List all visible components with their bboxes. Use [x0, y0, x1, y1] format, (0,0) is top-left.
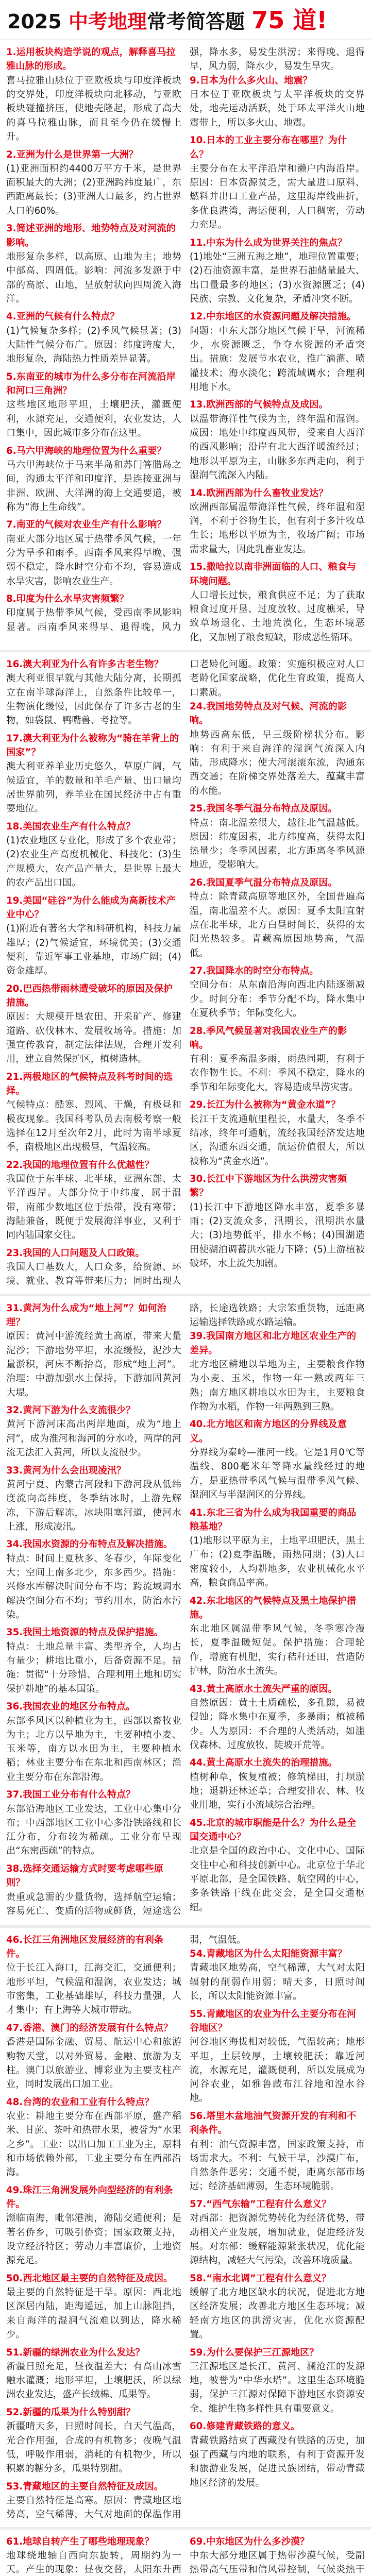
qa-panel — [0, 650, 371, 1294]
qa-panel — [0, 40, 371, 650]
answer-text: 黄河宁夏、内蒙古河段和下游河段从低纬度流向高纬度，冬季结冰时，上游先解冻，下游后解冻，冰块阻塞河道，使河水上涨，形成凌汛。 — [6, 1479, 181, 1532]
answer-text: 缓解了北方地区缺水的状况，促进北方地区经济发展；改善北方地区生态环境；减轻南方地区的洪涝灾害，优化水资源配置。 — [190, 2287, 365, 2340]
answer-text: 南亚大部分地区属于热带季风气候，一年分为旱季和雨季。西南季风来得早晚、强弱不稳定，降水时空分布不均，容易造成水旱灾害，影响农业生产。 — [6, 533, 181, 587]
question-text: 6.马六甲海峡的地理位置为什么重要？ — [6, 445, 166, 456]
question-text: 50.西北地区最主要的自然特征及成因。 — [6, 2273, 173, 2284]
question-text: 16.澳大利亚为什么有许多古老生物？ — [6, 659, 164, 670]
question-text: 12.中东地区的水资源问题及解决措施。 — [190, 311, 357, 323]
qa-panel — [0, 1294, 371, 1925]
qa-item — [190, 1947, 365, 2003]
answer-text: 东部季风区以种植业为主，西部以畜牧业为主；北方以旱地为主，主要种植小麦、玉米等，南方以水田为主，主要种植水稻；林业主要分布在东北和西南林区；渔业主要分布在东部沿海。 — [6, 1715, 181, 1783]
answer-text: 原因：大规模开垦农田、开采矿产、修建道路、砍伐林木、发展牧场等。措施：加强宣传教育，制定法律法规，合理开发利用，建立自然保护区，植树造林。 — [6, 1011, 181, 1065]
answer-text: 特点：南北温差很大，越往北气温越低。原因：纬度因素，北方纬度高，获得太阳热量少；冬季风因素，北方距离冬季风源地近，受影响大。 — [190, 817, 365, 871]
question-text: 59.为什么要保护三江源地区？ — [190, 2347, 319, 2358]
question-text: 22.我国的地理位置有什么优越性？ — [6, 1159, 154, 1171]
title-subject: 中考地理 — [69, 10, 147, 33]
qa-item — [6, 45, 181, 144]
qa-panel — [0, 2527, 371, 2576]
answer-text: 农业：耕地主要分布在西部平原，盛产稻米、甘蔗、茶叶和热带水果，被誉为“水果之乡”。工业：以出口加工工业为主，原料和市场依赖外部，工业主要分布在西部沿海。 — [6, 2110, 181, 2178]
answer-text: 我国人口基数大，人口众多，给资源、环境、就业、教育等带来压力；同时出现人口老龄化问题。政策：实施积极应对人口老龄化国家战略，优化生育政策，提高人口素质。 — [6, 659, 365, 1287]
question-text: 45.北京的城市职能是什么？为什么是全国交通中心？ — [190, 1817, 357, 1843]
answer-text: 贵重或急需的少量货物，选择航空运输；容易死亡、变质的活物或鲜货，短途选公路，长途选铁路；大宗笨重货物，远距离运输选择铁路或水路运输。 — [6, 1302, 365, 1917]
qa-item — [190, 398, 365, 482]
qa-item — [6, 1933, 181, 2018]
qa-item — [6, 1537, 181, 1622]
answer-text: 空间分布：从东南沿海向西北内陆逐渐减少。时间分布：季节分配不均，降水集中在夏秋季节；年际变化大。 — [190, 979, 365, 1019]
qa-item — [6, 1700, 181, 1784]
question-text: 40.北方地区和南方地区的分界线及意义。 — [190, 1419, 347, 1444]
answer-text: 分界线为秦岭—淮河一线。它是1月0℃等温线、800毫米年等降水量线经过的地方，是亚热带季风气候与温带季风气候、湿润区与半湿润区的分界线。 — [190, 1447, 365, 1500]
qa-item — [190, 1816, 365, 1914]
question-text: 55.青藏地区的农业为什么主要分布在河谷地区？ — [190, 2008, 357, 2033]
question-text: 28.季风气候显著对我国农业生产的影响。 — [190, 1025, 347, 1050]
question-text: 42.东北地区的气候特点及黑土地保护措施。 — [190, 1595, 357, 1620]
answer-text: 黄河下游河床高出两岸地面，成为“地上河”，成为淮河和海河的分水岭，两岸的河流无法汇入黄河，所以支流很少。 — [6, 1419, 181, 1459]
question-text: 4.亚洲的气候有什么特点？ — [6, 311, 120, 323]
title-count: 75 道! — [251, 6, 328, 34]
answer-text: (1)长江中下游地区降水丰富，夏季多暴雨；(2)支流众多，汛期长，汛期洪水量大；(3)地势低平，排水不畅；(4)围湖造田使湖泊调蓄洪水能力下降；(5)上游植被破坏，水土流失加剧。 — [190, 1201, 365, 1269]
qa-item — [6, 1403, 181, 1460]
question-text: 36.我国农业的地区分布特点。 — [6, 1701, 136, 1713]
answer-text: (1)地处“三洲五海之地”，地理位置重要；(2)石油资源丰富，是世界石油储量最大、出口量最多的地区；(3)水资源匮乏；(4)民族、宗教、文化复杂，矛盾冲突不断。 — [190, 251, 365, 304]
answer-text: 马六甲海峡位于马来半岛和苏门答腊岛之间，沟通太平洋和印度洋，是连接亚洲与非洲、欧洲、大洋洲的海上交通要道，被称为“海上生命线”。 — [6, 459, 181, 513]
title-topic: 常考简答题 — [147, 10, 245, 33]
question-text: 30.长江中下游地区为什么洪涝灾害频繁？ — [190, 1174, 347, 1199]
qa-item — [6, 1464, 181, 1534]
qa-item — [6, 1158, 181, 1243]
qa-item — [6, 2535, 181, 2576]
title-year: 2025 — [7, 10, 62, 33]
answer-text: (1)地形以平原为主，土地平坦肥沃，黑土广布；(2)夏季温暖，雨热同期；(3)人口密度较小，人均耕地多，农业机械化水平高，粮食商品率高。 — [190, 1535, 365, 1588]
qa-item — [190, 2535, 365, 2576]
answer-text: 植树种草，恢复植被；修筑梯田，打坝淤地；退耕还林还草；合理安排农、林、牧业用地，实行小流域综合治理。 — [190, 1771, 365, 1811]
question-text: 61.地球自转产生了哪些地理现象？ — [6, 2536, 154, 2547]
qa-item — [6, 657, 181, 727]
qa-item — [6, 1301, 181, 1400]
qa-item — [6, 148, 181, 218]
answer-text: 地形复杂多样，以高原、山地为主；地势中部高、四周低。影响：河流多发源于中部的高原、山地，呈放射状向四周流入海洋。 — [6, 251, 181, 304]
answer-text: 自然原因：黄土土质疏松，多孔隙，易被侵蚀；降水集中在夏季，多暴雨；植被稀少。人为原因：不合理的人类活动，如滥伐森林、过度放牧、陡坡开荒等。 — [190, 1697, 365, 1751]
answer-text: 青藏地区地势高，空气稀薄，大气对太阳辐射的削弱作用弱；晴天多，日照时间长，所以太阳能资源丰富。 — [190, 1962, 365, 2002]
qa-item — [190, 2007, 365, 2106]
qa-item — [6, 1625, 181, 1696]
question-text: 48.台湾的农业和工业有什么特点？ — [6, 2096, 154, 2108]
answer-text: 特点：时间上夏秋多、冬春少，年际变化大；空间上南多北少，东多西少。措施：兴修水库解决时间分布不均；跨流域调水解决空间分布不均；节约用水，防治水污染。 — [6, 1553, 181, 1620]
qa-item — [190, 133, 365, 232]
qa-item — [190, 2197, 365, 2267]
qa-item — [6, 310, 181, 366]
question-text: 8.印度为什么水旱灾害频繁？ — [6, 594, 129, 605]
answer-text: 北方地区耕地以旱地为主，主要粮食作物为小麦、玉米，作物一年一熟或两年三熟；南方地区耕地以水田为主，主要粮食作物为水稻，作物一年两熟到三熟。 — [190, 1359, 365, 1412]
question-text: 26.我国夏季气温分布特点及原因。 — [190, 877, 338, 889]
qa-item — [190, 2346, 365, 2416]
answer-text: 人口增长过快，粮食供应不足；为了获取粮食过度开垦、过度放牧、过度樵采，导致草场退化、土地荒漠化，生态环境恶化，又加剧了粮食短缺，形成恶性循环。 — [190, 589, 365, 643]
qa-item — [190, 1682, 365, 1752]
question-text: 44.黄土高原水土流失的治理措施。 — [190, 1757, 338, 1769]
qa-item — [190, 2109, 365, 2194]
question-text: 33.黄河为什么会出现凌汛？ — [6, 1465, 126, 1476]
question-text: 18.美国农业生产有什么特点？ — [6, 821, 136, 832]
question-text: 9.日本为什么多火山、地震？ — [190, 75, 312, 86]
question-text: 34.我国水资源的分布特点及解决措施。 — [6, 1539, 173, 1550]
answer-text: 新疆日照充足，昼夜温差大；有高山冰雪融水灌溉；地形平坦，土壤肥沃，所以绿洲农业发达，盛产长绒棉、瓜果等。 — [6, 2361, 181, 2400]
question-text: 3.简述亚洲的地形、地势特点及对河流的影响。 — [6, 223, 176, 248]
answer-text: 我国位于东半球、北半球，亚洲东部、太平洋西岸。大部分位于中纬度，属于温带，南部少数地区位于热带，没有寒带；海陆兼备，既便于发展海洋事业，又利于同内陆国家交往。 — [6, 1174, 181, 1241]
question-text: 29.长江为什么被称为“黄金水道”？ — [190, 1099, 341, 1111]
answer-text: 位于长江入海口，江海交汇，交通便利；地形平坦，气候温和湿润，农业发达；城市密集，工业基础雄厚，科技力量强，人才集中；有上海等大城市带动。 — [6, 1962, 181, 2016]
answer-text: 日本位于亚欧板块与太平洋板块的交界处，地壳运动活跃，处于环太平洋火山地震带上，所以多火山、地震。 — [190, 89, 365, 128]
answer-text: 地球绕地轴自西向东旋转，周期约为一天。产生的现象：昼夜交替，太阳东升西 — [6, 2550, 181, 2575]
question-text: 32.黄河下游为什么支流很少？ — [6, 1405, 136, 1416]
answer-text: 青藏铁路结束了西藏没有铁路的历史，加强了西藏与内地的联系，有利于资源开发和旅游业发展，促进民族团结，带动青藏地区经济的发展。 — [190, 2435, 365, 2488]
qa-item — [6, 2272, 181, 2342]
answer-text: 欧洲西部属温带海洋性气候，终年温和湿润，不利于谷物生长，但有利于多汁牧草生长；地形以平原为主，牧场广阔；市场需求量大，因此乳畜业发达。 — [190, 501, 365, 555]
qa-item — [6, 444, 181, 514]
answer-text: 这些地区地形平坦，土壤肥沃，灌溉便利，水源充足，交通便利，农业发达，人口集中，因此城市多分布在这里。 — [6, 399, 181, 439]
question-text: 14.欧洲西部为什么畜牧业发达？ — [190, 487, 328, 499]
qa-item — [190, 2272, 365, 2342]
answer-text: 中东大部分地区属于热带沙漠气候，受副热带高气压带和信风带控制，气候炎热干 — [190, 2550, 365, 2575]
answer-text: 气候特点：酷寒、烈风、干燥，有极昼和极夜现象。我国科考队员去南极考察一般选择在12月至次年2月，此时为南半球夏季，南极地区出现极昼，气温较高。 — [6, 1099, 181, 1153]
qa-item — [190, 802, 365, 872]
qa-item — [190, 1506, 365, 1590]
answer-text: 有利：油气资源丰富，国家政策支持，市场需求大。不利：气候干旱，沙漠广布，自然条件恶劣；交通不便，距离东部市场远；经济基础薄弱，生态环境脆弱。 — [190, 2139, 365, 2192]
qa-item — [190, 310, 365, 394]
question-text: 58.“南水北调”工程有什么意义？ — [190, 2273, 331, 2284]
qa-item — [6, 2021, 181, 2091]
qa-item — [6, 2405, 181, 2476]
answer-text: (1)农业地区专业化，形成了多个农业带；(2)农业生产高度机械化、科技化；(3)生产规模大，农产品产量大，是世界上最大的农产品出口国。 — [6, 835, 181, 889]
question-text: 52.新疆的瓜果为什么特别甜？ — [6, 2407, 136, 2418]
question-text: 37.我国工业分布有什么特点？ — [6, 1789, 136, 1801]
answer-text: 濒临南海，毗邻港澳，海陆交通便利；是著名侨乡，可吸引侨资；国家政策支持，设立经济特区；劳动力丰富廉价，土地资源充足。 — [6, 2213, 181, 2266]
question-text: 2.亚洲为什么是世界第一大洲？ — [6, 149, 139, 160]
answer-text: 澳大利亚很早就与其他大陆分离，长期孤立在南半球海洋上，自然条件比较单一，生物演化缓慢，因此保存了许多古老的生物，如袋鼠、鸭嘴兽、考拉等。 — [6, 673, 181, 726]
answer-text: 澳大利亚养羊业历史悠久，草原广阔，气候适宜，羊的数量和羊毛产量、出口量均居世界前列，养羊业在国民经济中占有重要地位。 — [6, 761, 181, 815]
qa-item — [190, 1417, 365, 1502]
question-text: 57.“西气东输”工程有什么意义？ — [190, 2199, 331, 2210]
answer-text: 东部沿海地区工业发达，工业中心集中分布；中西部地区工业中心多沿铁路线和长江分布，分布较为稀疏。工业分布呈现出“东密西疏”的特点。 — [6, 1803, 181, 1857]
question-text: 47.香港、澳门的经济发展有什么特点？ — [6, 2022, 173, 2033]
qa-item — [6, 2346, 181, 2402]
answer-text: (1)附近有著名大学和科研机构，科技力量雄厚；(2)气候适宜，环境优美；(3)交通便利，靠近军事工业基地，市场广阔；(4)资金雄厚。 — [6, 923, 181, 977]
question-text: 15.撒哈拉以南非洲面临的人口、粮食与环境问题。 — [190, 562, 357, 587]
answer-text: 问题：中东大部分地区气候干旱，河流稀少，水资源匮乏，争夺水资源的矛盾突出。措施：发展节水农业，推广滴灌、喷灌技术；海水淡化；跨流域调水；合理利用地下水。 — [190, 325, 365, 393]
question-text: 20.巴西热带雨林遭受破坏的原因及保护措施。 — [6, 983, 173, 1008]
qa-item — [190, 2419, 365, 2489]
answer-text: 特点：土地总量丰富、类型齐全，人均占有量少；耕地比重小，后备资源不足。措施：贯彻“十分珍惜、合理利用土地和切实保护耕地”的基本国策。 — [6, 1641, 181, 1694]
question-text: 10.日本的工业主要分布在哪里？为什么？ — [190, 135, 347, 160]
qa-item — [6, 982, 181, 1066]
qa-item — [6, 2095, 181, 2180]
question-text: 35.我国土地资源的特点及保护措施。 — [6, 1627, 164, 1638]
qa-item — [6, 1070, 181, 1155]
question-text: 17.澳大利亚为什么被称为“骑在羊背上的国家”？ — [6, 733, 179, 758]
qa-item — [190, 486, 365, 556]
qa-item — [6, 894, 181, 978]
qa-item — [190, 1329, 365, 1414]
qa-item — [190, 1172, 365, 1270]
question-text: 24.我国地势特点及对气候、河流的影响。 — [190, 701, 347, 726]
qa-item — [6, 1788, 181, 1858]
qa-item — [190, 700, 365, 798]
answer-text: 印度属于热带季风气候，受西南季风影响显著。西南季风来得早、退得晚，风力强，降水多，易发生洪涝；来得晚、退得早，风力弱，降水少，易发生旱灾。 — [6, 47, 365, 633]
question-text: 39.我国南方地区和北方地区农业生产的差异。 — [190, 1331, 357, 1356]
question-text: 5.东南亚的城市为什么多分布在河流沿岸和河口三角洲？ — [6, 371, 176, 397]
qa-item — [6, 820, 181, 890]
question-text: 54.青藏地区为什么太阳能资源丰富？ — [190, 1948, 347, 1960]
qa-item — [190, 560, 365, 645]
question-text: 13.欧洲西部的气候特点及成因。 — [190, 399, 328, 411]
answer-text: 新疆晴天多，日照时间长，白天气温高，光合作用强，合成的有机物多；夜晚气温低，呼吸作用弱，消耗的有机物少，所以积累的糖分多，瓜果特别甜。 — [6, 2421, 181, 2475]
qa-item — [190, 1024, 365, 1094]
answer-text: 长江干支流通航里程长，水量大，冬季不结冰，终年可通航，流经我国经济发达地区，沟通东西交通，航运价值很大，所以被称为“黄金水道”。 — [190, 1113, 365, 1167]
answer-text: 最主要的自然特征是干旱。原因：西北地区深居内陆，距海遥远，加上山脉阻挡，来自海洋的湿润气流难以到达，降水稀少。 — [6, 2287, 181, 2340]
answer-text: 地势西高东低，呈三级阶梯状分布。影响：有利于来自海洋的湿润气流深入内陆，形成降水；使大河滚滚东流，沟通东西交通；在阶梯交界处落差大，蕴藏丰富的水能。 — [190, 729, 365, 796]
answer-text: 主要自然特征是高寒。原因：青藏地区地势高，空气稀薄，大气对地面的保温作用弱，气温低。 — [6, 1934, 246, 2520]
answer-text: 北京是全国的政治中心、文化中心、国际交往中心和科技创新中心。北京位于华北平原北部，是全国铁路、航空网的中心，多条铁路干线在此交会，是全国交通枢纽。 — [190, 1845, 365, 1913]
question-text: 25.我国冬季气温分布特点及原因。 — [190, 803, 338, 815]
answer-text: (1)气候复杂多样；(2)季风气候显著；(3)大陆性气候分布广。原因：纬度跨度大，地形复杂，海陆热力性质差异显著。 — [6, 325, 181, 365]
qa-panel — [0, 1925, 371, 2527]
question-text: 19.美国“硅谷”为什么能成为高新技术产业中心？ — [6, 895, 176, 920]
question-text: 69.中东地区为什么多沙漠？ — [190, 2536, 310, 2547]
qa-item — [6, 2183, 181, 2268]
qa-item — [190, 1098, 365, 1168]
question-text: 38.选择交通运输方式时要考虑哪些原则？ — [6, 1863, 164, 1889]
answer-text: 有利：夏季高温多雨，雨热同期，有利于农作物生长。不利：季风不稳定，降水的季节和年际变化大，容易造成旱涝灾害。 — [190, 1054, 365, 1093]
answer-text: 以温带海洋性气候为主，终年温和湿润。成因：地处中纬度西风带，受来自大西洋的西风影响；沿岸有北大西洋暖流经过；地形以平原为主，山脉多东西走向，利于湿润气流深入内陆。 — [190, 413, 365, 481]
question-text: 7.南亚的气候对农业生产有什么影响？ — [6, 519, 166, 531]
answer-text: 特点：除青藏高原等地区外，全国普遍高温，南北温差不大。原因：夏季太阳直射点在北半球，北方白昼时间长，获得的太阳光热较多。青藏高原因地势高，气温低。 — [190, 891, 365, 959]
question-text: 46.长江三角洲地区发展经济的有利条件。 — [6, 1934, 164, 1960]
qa-item — [6, 370, 181, 440]
answer-text: 河谷地区海拔相对较低，气温较高；地形平坦，土层较厚，土壤较肥沃；靠近河流，水源充足，灌溉便利，所以发展成为河谷农业，如雅鲁藏布江谷地和湟水谷地。 — [190, 2037, 365, 2104]
qa-item — [6, 732, 181, 816]
question-text: 11.中东为什么成为世界关注的焦点？ — [190, 237, 347, 248]
answer-text: 对西部：把资源优势转化为经济优势，带动相关产业发展，增加就业，促进经济发展。对东部：缓解能源紧张状况，优化能源结构，减轻大气污染，改善环境质量。 — [190, 2213, 365, 2266]
question-text: 53.青藏地区的主要自然特征及成因。 — [6, 2481, 164, 2492]
question-text: 23.我国的人口问题及人口政策。 — [6, 1247, 145, 1259]
qa-item — [190, 74, 365, 130]
question-text: 60.修建青藏铁路的意义。 — [190, 2421, 300, 2432]
answer-text: 香港是国际金融、贸易、航运中心和旅游购物天堂，以对外贸易、金融、旅游为支柱。澳门以旅游业、博彩业为主要支柱产业，同时发展出口加工业。 — [6, 2037, 181, 2090]
answer-text: 三江源地区是长江、黄河、澜沧江的发源地，被誉为“中华水塔”。这里生态环境脆弱，保护三江源对保障下游地区水资源安全、维护生物多样性具有重要意义。 — [190, 2361, 365, 2414]
qa-item — [190, 1594, 365, 1679]
question-text: 43.黄土高原水土流失严重的原因。 — [190, 1683, 338, 1694]
question-text: 51.新疆的绿洲农业为什么发达？ — [6, 2347, 145, 2358]
qa-item — [6, 518, 181, 588]
question-text: 49.珠江三角洲发展外向型经济的有利条件。 — [6, 2184, 173, 2210]
qa-item — [190, 876, 365, 960]
answer-text: 喜马拉雅山脉位于亚欧板块与印度洋板块的交界处，印度洋板块向北移动，与亚欧板块碰撞挤压，使地壳隆起，形成了高大的喜马拉雅山脉，而且至今仍在缓慢上升。 — [6, 75, 181, 142]
qa-item — [190, 236, 365, 306]
qa-item — [190, 1756, 365, 1812]
qa-panels — [0, 40, 371, 2576]
question-text: 27.我国降水的时空分布特点。 — [190, 965, 319, 977]
qa-item — [6, 222, 181, 306]
answer-text: (1)亚洲面积约4400万平方千米，是世界面积最大的大洲；(2)亚洲跨纬度最广，东西距离最长；(3)亚洲人口最多，约占世界人口的60%。 — [6, 163, 181, 216]
doc-title — [0, 0, 371, 40]
question-text: 1.运用板块构造学说的观点，解释喜马拉雅山脉的形成。 — [6, 47, 176, 72]
question-text: 56.塔里木盆地油气资源开发的有利和不利条件。 — [190, 2110, 357, 2136]
question-text: 31.黄河为什么成为“地上河”？如何治理？ — [6, 1302, 166, 1328]
qa-item — [190, 964, 365, 1020]
answer-text: 东北地区属温带季风气候，冬季寒冷漫长，夏季温暖短促。保护措施：合理轮作，增施有机肥，实行秸秆还田，营造防护林，防治水土流失。 — [190, 1623, 365, 1677]
answer-text: 主要分布在太平洋沿岸和濑户内海沿岸。原因：日本资源贫乏，需大量进口原料、燃料并出口工业产品，这里海岸线曲折，多优良港湾，海运便利，人口稠密，劳动力充足。 — [190, 163, 365, 231]
question-text: 41.东北三省为什么成为我国重要的商品粮基地？ — [190, 1507, 357, 1532]
question-text: 21.两极地区的气候特点及科考时间的选择。 — [6, 1071, 173, 1097]
answer-text: 原因：黄河中游流经黄土高原，带来大量泥沙；下游地势平坦，水流缓慢，泥沙大量淤积，河床不断抬高，形成“地上河”。治理：中游加强水土保持，下游加固黄河大堤。 — [6, 1331, 181, 1398]
